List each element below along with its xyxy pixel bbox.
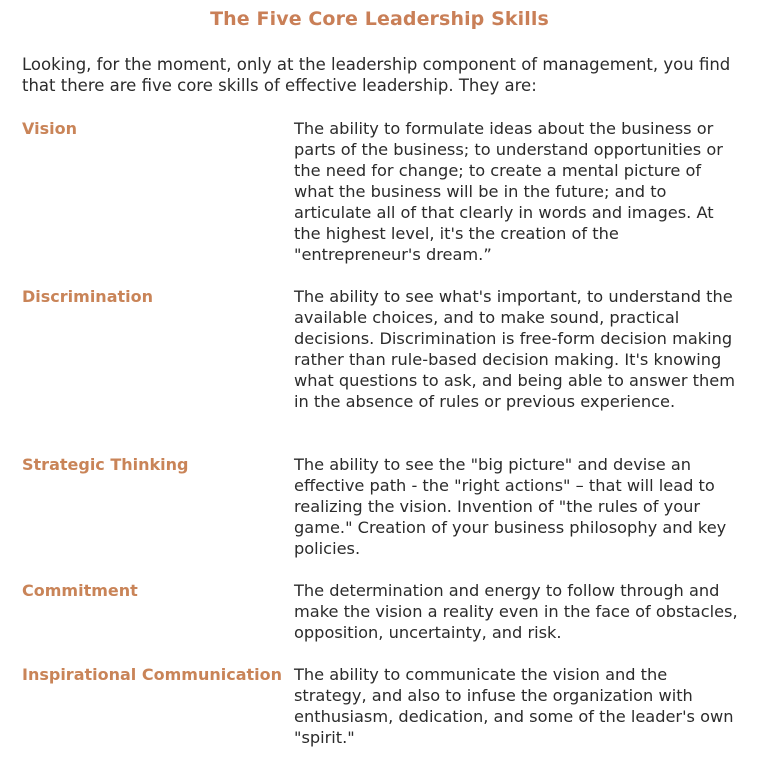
skill-definition: The ability to formulate ideas about the business or parts of the business; to understand opportunities or the need for change; to create a mental picture of what the business will be in the future; and to articulate all of that clearly in words and images. At the highest level, it's the creation of the "entrepreneur's dream.” — [294, 119, 723, 264]
skill-definition: The determination and energy to follow through and make the vision a reality even in the face of obstacles, opposition, uncertainty, and risk. — [294, 581, 738, 642]
skill-term: Inspirational Communication — [22, 665, 282, 684]
skill-term: Strategic Thinking — [22, 455, 189, 474]
skill-term: Discrimination — [22, 287, 154, 306]
skill-term: Commitment — [22, 581, 138, 600]
skill-definition: The ability to communicate the vision and the strategy, and also to infuse the organization with enthusiasm, dedication, and some of the leader's own "spirit." — [294, 665, 734, 747]
skill-definition: The ability to see the "big picture" and devise an effective path - the "right actions" – that will lead to realizing the vision. Invention of "the rules of your game." Creation of your business philosophy and key policies. — [294, 455, 727, 558]
skill-term: Vision — [22, 119, 77, 138]
intro-paragraph: Looking, for the moment, only at the leadership component of management, you find that there are five core skills of effective leadership. They are: — [22, 55, 731, 95]
skill-definition: The ability to see what's important, to understand the available choices, and to make sound, practical decisions. Discrimination is free-form decision making rather than rule-based decision making. It's knowing what questions to ask, and being able to answer them in the absence of rules or previous experience. — [294, 287, 735, 411]
page-title: The Five Core Leadership Skills — [210, 8, 549, 30]
